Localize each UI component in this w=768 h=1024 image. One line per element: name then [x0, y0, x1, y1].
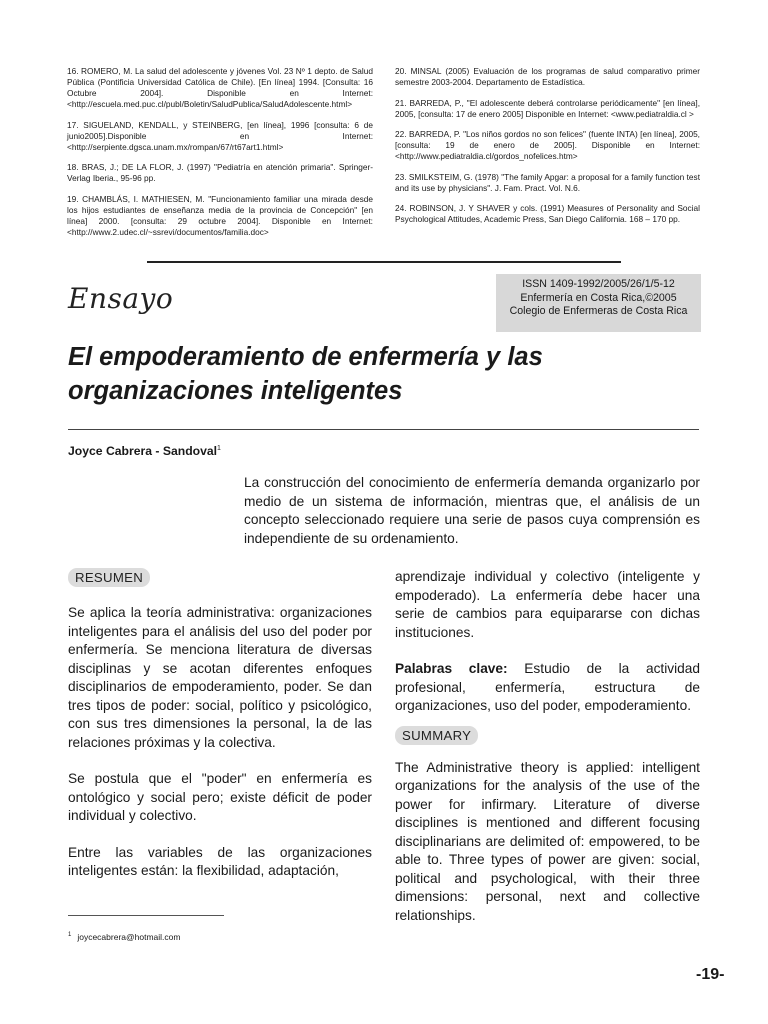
section-label: Ensayo	[68, 282, 174, 315]
section-divider	[147, 261, 621, 263]
summary-heading: SUMMARY	[395, 726, 478, 745]
footnote-mark: 1	[68, 932, 72, 939]
reference-24: 24. ROBINSON, J. Y SHAVER y cols. (1991) Measures of Personality and Social Psychological Attitudes, Academic Press, San Diego California. 168 – 170 pp.	[395, 203, 700, 224]
reference-21: 21. BARREDA, P., "El adolescente deberá controlarse periódicamente" [en línea], 2005, [consulta: 17 de enero 2005] Disponible en Internet: <www.pediatraldia.cl >	[395, 97, 700, 119]
keywords-text: Estudio de la actividad profesional, enfermería, estructura de organizaciones, uso del poder, empoderamiento.	[395, 661, 700, 713]
footnote-email: joycecabrera@hotmail.com	[77, 932, 181, 942]
references-right-column	[395, 66, 700, 235]
reference-20: 20. MINSAL (2005) Evaluación de los programas de salud comparativo primer semestre 2003-2004. Departamento de Estadística.	[395, 66, 700, 87]
resumen-paragraph-3-continued: aprendizaje individual y colectivo (inteligente y empoderado). La enfermería debe hacer una serie de cambios para equipararse con dichas instituciones.	[395, 569, 700, 640]
left-column	[68, 568, 372, 881]
author-line	[68, 444, 221, 458]
reference-22: 22. BARREDA, P. "Los niños gordos no son felices" (fuente INTA) [en línea], 2005, [consulta: 19 de enero de 2005]. Disponible en Internet: <http://www.pediatraldia.cl/gordos_nofelices.htm>	[395, 129, 700, 161]
author-name: Joyce Cabrera - Sandoval	[68, 444, 218, 458]
right-column	[395, 568, 700, 925]
keywords-label: Palabras clave:	[395, 661, 508, 676]
resumen-paragraph-3: Entre las variables de las organizaciones inteligentes están: la flexibilidad, adaptación,	[68, 844, 372, 878]
footnote	[68, 932, 180, 942]
references-left-column	[67, 66, 373, 247]
journal-line: Enfermería en Costa Rica,©2005	[520, 291, 677, 304]
reference-17: 17. SIGUELAND, KENDALL, y STEINBERG, [en línea], 1996 [consulta: 6 de junio2005].Disponible en Internet: <http://serpiente.dgsca.unam.mx/rompan/67/rt67art1.html>	[67, 119, 373, 152]
reference-18: 18. BRAS, J.; DE LA FLOR, J. (1997) "Pediatría en atención primaria". Springer-Verlag Iberia., 95-96 pp.	[67, 162, 373, 183]
title-divider	[68, 429, 699, 430]
article-title: El empoderamiento de enfermería y las organizaciones inteligentes	[68, 343, 543, 405]
reference-23: 23. SMILKSTEIM, G. (1978) "The family Apgar: a proposal for a family function test and its use by physicians". J. Fam. Pract. Vol. N.6.	[395, 171, 700, 193]
footnote-divider	[68, 915, 224, 916]
page-number: -19-	[696, 966, 725, 983]
issn-line: ISSN 1409-1992/2005/26/1/5-12	[522, 278, 675, 290]
summary-paragraph: The Administrative theory is applied: intelligent organizations for the analysis of the use of the power for infirmary. Literature of diverse disciplines is mentioned and different focusing disciplinarians are delimited of: empowered, to be able to. Three types of power are given: social, political and psychological, with their three dimensions: personal, next and collective relationships.	[395, 759, 700, 923]
publisher-line: Colegio de Enfermeras de Costa Rica	[509, 305, 688, 317]
issn-box	[496, 274, 701, 332]
resumen-paragraph-1: Se aplica la teoría administrativa: organizaciones inteligentes para el análisis del uso del poder por enfermería. Se menciona literatura de diversas disciplinas y se acotan diferentes enfoques disciplinarios de empoderamiento, poder. Se dan tres tipos de poder: social, político y psicológico, con sus tres dimensiones la personal, la de las relaciones próximas y la colectiva.	[68, 605, 372, 750]
author-footnote-mark: 1	[217, 444, 221, 452]
reference-16: 16. ROMERO, M. La salud del adolescente y jóvenes Vol. 23 Nº 1 depto. de Salud Pública (Pontificia Universidad Católica de Chile). [En línea] 1994. [Consulta: 16 Octubre 2004]. Disponible en Internet: <http://escuela.med.puc.cl/publ/Boletin/SaludPublica/SaludAdolescente.html>	[67, 66, 373, 109]
keywords-paragraph	[395, 660, 700, 716]
intro-paragraph: La construcción del conocimiento de enfermería demanda organizarlo por medio de un sistema de información, mientras que, el análisis de un concepto seleccionado requiere una serie de pasos cuya comprensión es independiente de su ordenamiento.	[244, 475, 700, 546]
resumen-paragraph-2: Se postula que el "poder" en enfermería es ontológico y social pero; existe déficit de poder individual y colectivo.	[68, 771, 372, 823]
resumen-heading: RESUMEN	[68, 568, 150, 587]
reference-19: 19. CHAMBLÁS, I. MATHIESEN, M. "Funcionamiento familiar una mirada desde los hijos estudiantes de enseñanza media de la provincia de Concepción" [en línea] 2000. [consulta: 29 octubre 2004]. Disponible en Internet: <http://www.2.udec.cl/~ssrevi/documentos/familia.doc>	[67, 193, 373, 237]
